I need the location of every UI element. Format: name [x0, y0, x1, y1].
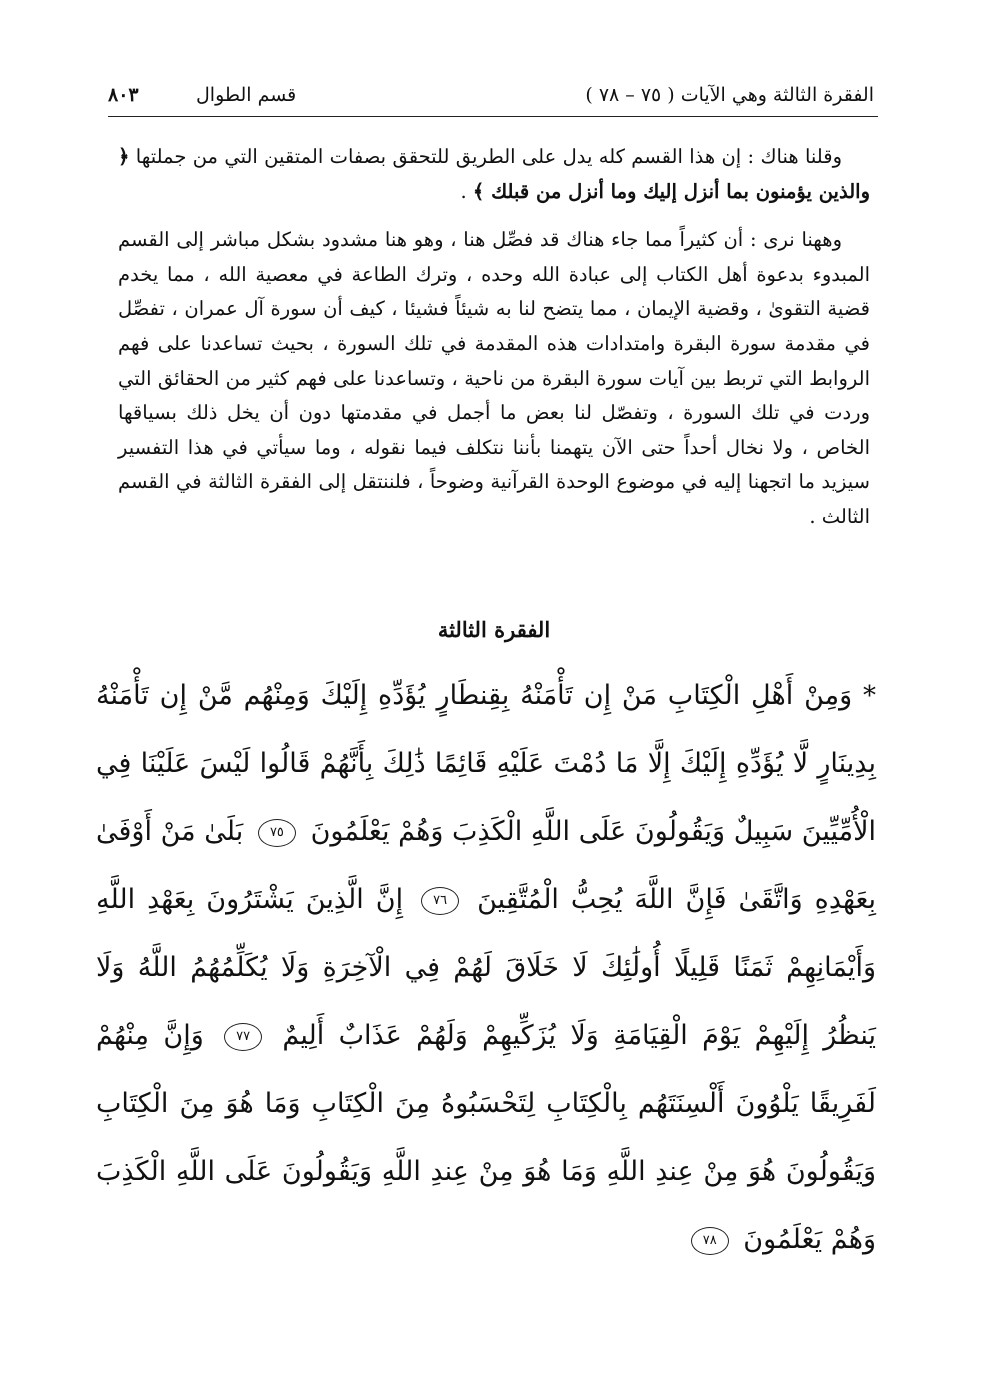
verse-number-76: ٧٦	[421, 887, 459, 915]
paragraph-1	[118, 140, 870, 209]
quran-verses	[96, 662, 876, 1274]
verse-number-77: ٧٧	[224, 1023, 262, 1051]
verse-77-text: إِنَّ الَّذِينَ يَشْتَرُونَ بِعَهْدِ اللَّهِ وَأَيْمَانِهِمْ ثَمَنًا قَلِيلًا أُولَٰئِكَ لَا خَلَاقَ لَهُمْ فِي الْآخِرَةِ وَلَا يُكَلِّمُهُمُ اللَّهُ وَلَا يَنظُرُ إِلَيْهِمْ يَوْمَ الْقِيَامَةِ وَلَا يُزَكِّيهِمْ وَلَهُمْ عَذَابٌ أَلِيمٌ	[96, 884, 876, 1051]
quoted-verse: ﴿ والذين يؤمنون بما أنزل إليك وما أنزل من قبلك ﴾	[118, 145, 870, 203]
verse-78-text: وَإِنَّ مِنْهُمْ لَفَرِيقًا يَلْوُونَ أَلْسِنَتَهُم بِالْكِتَابِ لِتَحْسَبُوهُ مِنَ الْكِتَابِ وَمَا هُوَ مِنَ الْكِتَابِ وَيَقُولُونَ هُوَ مِنْ عِندِ اللَّهِ وَمَا هُوَ مِنْ عِندِ اللَّهِ وَيَقُولُونَ عَلَى اللَّهِ الْكَذِبَ وَهُمْ يَعْلَمُونَ	[96, 1020, 876, 1255]
verse-number-75: ٧٥	[258, 819, 296, 847]
header-divider	[108, 116, 878, 117]
paragraph-2: وههنا نرى : أن كثيراً مما جاء هناك قد فصِّل هنا ، وهو هنا مشدود بشكل مباشر إلى القسم المبدوء بدعوة أهل الكتاب إلى عبادة الله وحده ، وترك الطاعة في معصية الله ، مما يخدم قضية التقوىٰ ، وقضية الإيمان ، مما يتضح لنا به شيئاً فشيئا ، كيف أن سورة آل عمران ، تفصِّل في مقدمة سورة البقرة وامتدادات هذه المقدمة في تلك السورة ، بحيث تساعدنا على فهم الروابط التي تربط بين آيات سورة البقرة من ناحية ، وتساعدنا على فهم كثير من الحقائق التي وردت في تلك السورة ، وتفصّل لنا بعض ما أجمل في مقدمتها دون أن يخل ذلك بسياقها الخاص ، ولا نخال أحداً حتى الآن يتهمنا بأننا نتكلف فيما نقوله ، وما سيأتي في هذا التفسير سيزيد ما اتجهنا إليه في موضوع الوحدة القرآنية وضوحاً ، فلننتقل إلى الفقرة الثالثة في القسم الثالث .	[118, 228, 870, 528]
verse-76-text: بَلَىٰ مَنْ أَوْفَىٰ بِعَهْدِهِ وَاتَّقَىٰ فَإِنَّ اللَّهَ يُحِبُّ الْمُتَّقِينَ	[96, 816, 876, 915]
verse-75-text: وَمِنْ أَهْلِ الْكِتَابِ مَنْ إِن تَأْمَنْهُ بِقِنطَارٍ يُؤَدِّهِ إِلَيْكَ وَمِنْهُم مَّنْ إِن تَأْمَنْهُ بِدِينَارٍ لَّا يُؤَدِّهِ إِلَيْكَ إِلَّا مَا دُمْتَ عَلَيْهِ قَائِمًا ذَٰلِكَ بِأَنَّهُمْ قَالُوا لَيْسَ عَلَيْنَا فِي الْأُمِّيِّينَ سَبِيلٌ وَيَقُولُونَ عَلَى اللَّهِ الْكَذِبَ وَهُمْ يَعْلَمُونَ	[96, 680, 876, 847]
header-section-title: قسم الطوال	[196, 84, 297, 106]
verse-marker-star: *	[862, 681, 876, 711]
verse-number-78: ٧٨	[691, 1227, 729, 1255]
running-header	[108, 78, 874, 112]
paragraph-1-text: وقلنا هناك : إن هذا القسم كله يدل على الطريق للتحقق بصفات المتقين التي من جملتها	[135, 145, 842, 168]
section-heading: الفقرة الثالثة	[437, 617, 551, 642]
header-chapter-title: الفقرة الثالثة وهي الآيات ( ٧٥ – ٧٨ )	[585, 84, 874, 106]
paragraph-1-end: .	[460, 179, 467, 203]
page-number: ٨٠٣	[108, 84, 139, 106]
commentary-text	[118, 140, 870, 549]
